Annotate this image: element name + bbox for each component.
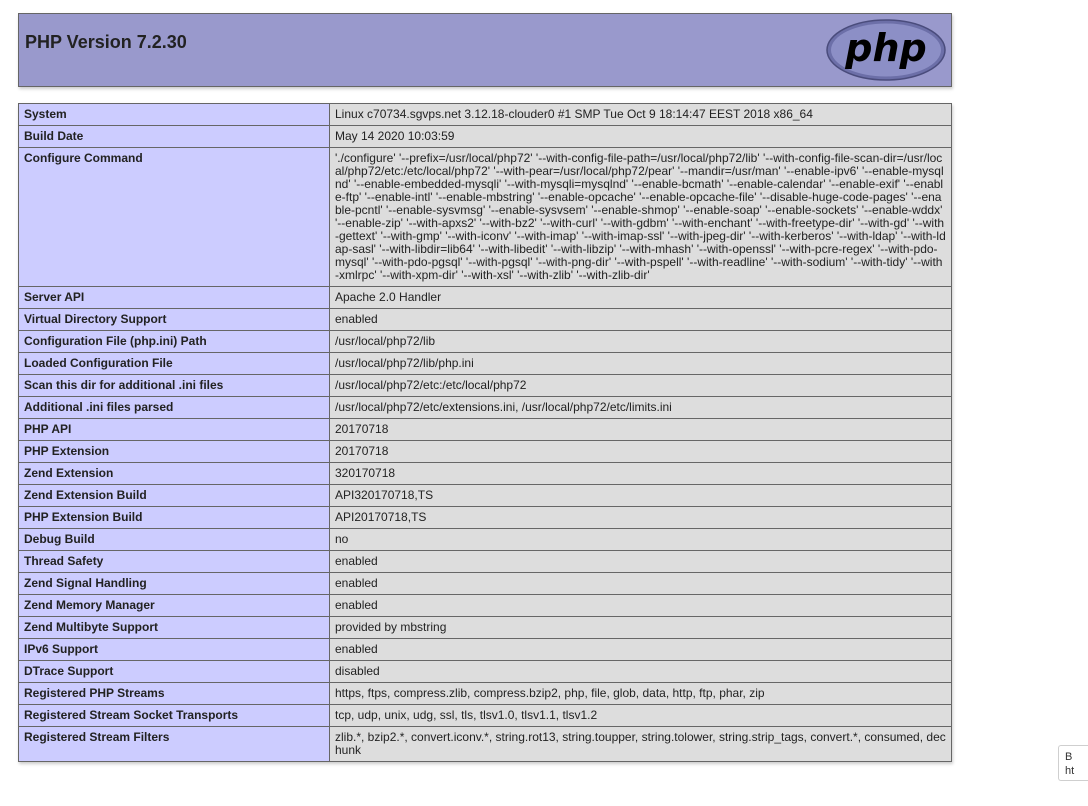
- table-row: [19, 104, 952, 126]
- table-row: [19, 529, 952, 551]
- row-value: /usr/local/php72/lib: [330, 331, 952, 353]
- table-row: [19, 353, 952, 375]
- table-row: [19, 463, 952, 485]
- row-value: https, ftps, compress.zlib, compress.bzip2, php, file, glob, data, http, ftp, phar, zip: [330, 683, 952, 705]
- row-key: Zend Multibyte Support: [19, 617, 330, 639]
- table-row: [19, 639, 952, 661]
- row-key: IPv6 Support: [19, 639, 330, 661]
- row-value: enabled: [330, 551, 952, 573]
- row-value: May 14 2020 10:03:59: [330, 126, 952, 148]
- row-key: Virtual Directory Support: [19, 309, 330, 331]
- row-value: 20170718: [330, 419, 952, 441]
- svg-text:php: php: [845, 26, 927, 70]
- row-value: API20170718,TS: [330, 507, 952, 529]
- table-row: [19, 573, 952, 595]
- row-key: Scan this dir for additional .ini files: [19, 375, 330, 397]
- row-value: /usr/local/php72/lib/php.ini: [330, 353, 952, 375]
- row-key: Loaded Configuration File: [19, 353, 330, 375]
- row-value: Apache 2.0 Handler: [330, 287, 952, 309]
- table-row: [19, 507, 952, 529]
- table-row: [19, 705, 952, 727]
- row-value: './configure' '--prefix=/usr/local/php72' '--with-config-file-path=/usr/local/php72/lib' '--with-config-file-scan-dir=/usr/local/php72/etc:/etc/local/php72' '--with-pear=/usr/local/php72/pear' '--mandir=/usr/man' '--enable-ipv6' '--enable-mysqlnd' '--enable-embedded-mysqli' '--with-mysqli=mysqlnd' '--enable-bcmath' '--enable-calendar' '--enable-exif' '--enable-ftp' '--enable-intl' '--enable-mbstring' '--enable-opcache' '--enable-opcache-file' '--disable-huge-code-pages' '--enable-pcntl' '--enable-sysvmsg' '--enable-sysvsem' '--enable-shmop' '--enable-soap' '--enable-sockets' '--enable-wddx' '--enable-zip' '--with-apxs2' '--with-bz2' '--with-curl' '--with-gdbm' '--with-enchant' '--with-freetype-dir' '--with-gd' '--with-gettext' '--with-gmp' '--with-iconv' '--with-imap' '--with-imap-ssl' '--with-jpeg-dir' '--with-kerberos' '--with-ldap' '--with-ldap-sasl' '--with-libdir=lib64' '--with-libedit' '--with-libzip' '--with-mhash' '--with-openssl' '--with-pcre-regex' '--with-pdo-mysql' '--with-pdo-pgsql' '--with-pgsql' '--with-png-dir' '--with-pspell' '--with-readline' '--with-sodium' '--with-tidy' '--with-xmlrpc' '--with-xpm-dir' '--with-xsl' '--with-zlib' '--with-zlib-dir': [330, 148, 952, 287]
- info-table: [18, 103, 952, 762]
- row-value: enabled: [330, 573, 952, 595]
- table-row: [19, 661, 952, 683]
- row-key: PHP Extension Build: [19, 507, 330, 529]
- row-key: Registered Stream Socket Transports: [19, 705, 330, 727]
- php-logo: [825, 18, 947, 82]
- table-row: [19, 727, 952, 762]
- table-row: [19, 485, 952, 507]
- row-value: Linux c70734.sgvps.net 3.12.18-clouder0 #1 SMP Tue Oct 9 18:14:47 EEST 2018 x86_64: [330, 104, 952, 126]
- table-row: [19, 375, 952, 397]
- table-row: [19, 309, 952, 331]
- table-row: [19, 148, 952, 287]
- row-key: Debug Build: [19, 529, 330, 551]
- row-value: disabled: [330, 661, 952, 683]
- row-key: System: [19, 104, 330, 126]
- row-key: PHP Extension: [19, 441, 330, 463]
- row-key: Configure Command: [19, 148, 330, 287]
- table-row: [19, 595, 952, 617]
- row-value: 320170718: [330, 463, 952, 485]
- row-value: no: [330, 529, 952, 551]
- table-row: [19, 441, 952, 463]
- row-key: Zend Memory Manager: [19, 595, 330, 617]
- table-row: [19, 419, 952, 441]
- row-key: DTrace Support: [19, 661, 330, 683]
- row-value: API320170718,TS: [330, 485, 952, 507]
- row-value: /usr/local/php72/etc:/etc/local/php72: [330, 375, 952, 397]
- row-value: zlib.*, bzip2.*, convert.iconv.*, string.rot13, string.toupper, string.tolower, string.strip_tags, convert.*, consumed, dechunk: [330, 727, 952, 762]
- row-value: provided by mbstring: [330, 617, 952, 639]
- row-key: Additional .ini files parsed: [19, 397, 330, 419]
- row-value: enabled: [330, 639, 952, 661]
- row-key: Configuration File (php.ini) Path: [19, 331, 330, 353]
- row-key: Server API: [19, 287, 330, 309]
- row-key: Thread Safety: [19, 551, 330, 573]
- row-value: enabled: [330, 309, 952, 331]
- row-value: tcp, udp, unix, udg, ssl, tls, tlsv1.0, tlsv1.1, tlsv1.2: [330, 705, 952, 727]
- row-value: enabled: [330, 595, 952, 617]
- table-row: [19, 683, 952, 705]
- edge-widget[interactable]: [1058, 745, 1088, 781]
- row-key: Zend Signal Handling: [19, 573, 330, 595]
- row-value: 20170718: [330, 441, 952, 463]
- edge-widget-line1: B: [1065, 751, 1073, 763]
- edge-widget-line2: ht: [1065, 765, 1075, 777]
- table-row: [19, 551, 952, 573]
- table-row: [19, 617, 952, 639]
- row-key: Registered Stream Filters: [19, 727, 330, 762]
- row-key: Build Date: [19, 126, 330, 148]
- page-title: PHP Version 7.2.30: [25, 32, 187, 52]
- table-row: [19, 397, 952, 419]
- row-key: Zend Extension: [19, 463, 330, 485]
- row-key: Registered PHP Streams: [19, 683, 330, 705]
- table-row: [19, 287, 952, 309]
- table-row: [19, 126, 952, 148]
- row-key: PHP API: [19, 419, 330, 441]
- row-value: /usr/local/php72/etc/extensions.ini, /usr/local/php72/etc/limits.ini: [330, 397, 952, 419]
- row-key: Zend Extension Build: [19, 485, 330, 507]
- php-header: [18, 13, 952, 87]
- table-row: [19, 331, 952, 353]
